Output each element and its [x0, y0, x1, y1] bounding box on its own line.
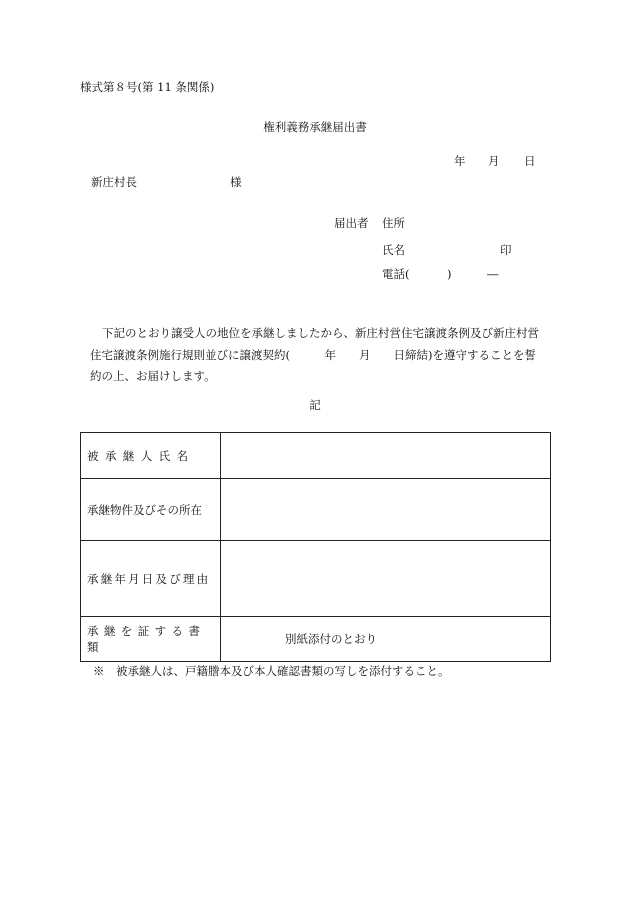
- value-succession-date-reason[interactable]: [221, 541, 551, 617]
- applicant-label: 届出者: [334, 216, 369, 230]
- name-label: 氏名: [382, 243, 405, 257]
- value-property-location[interactable]: [221, 479, 551, 541]
- label-property-location: 承継物件及びその所在: [81, 479, 221, 541]
- honorific: 様: [230, 175, 242, 189]
- value-successor-name[interactable]: [221, 433, 551, 479]
- body-line-2: 住宅譲渡条例施行規則並びに譲渡契約( 年 月 日締結)を遵守することを誓: [90, 347, 536, 362]
- body-paragraph: [90, 323, 560, 388]
- form-number: 様式第８号(第 11 条関係): [80, 80, 215, 94]
- address-label: 住所: [382, 216, 405, 230]
- date-month: 月: [488, 154, 500, 168]
- date-year: 年: [454, 154, 466, 168]
- table-row: [81, 617, 551, 662]
- table-row: [81, 541, 551, 617]
- succession-table: [80, 432, 551, 662]
- phone-paren-close: ): [447, 267, 452, 281]
- label-successor-name: 被承継人氏名: [81, 433, 221, 479]
- addressee: 新庄村長: [91, 175, 137, 189]
- date-day: 日: [524, 154, 536, 168]
- table-row: [81, 479, 551, 541]
- phone-label: 電話(: [382, 267, 410, 281]
- phone-dash: ―: [487, 267, 499, 281]
- body-line-3: 約の上、お届けします。: [90, 369, 216, 383]
- document-title: 権利義務承継届出書: [263, 120, 367, 134]
- table-row: [81, 433, 551, 479]
- label-succession-date-reason: 承継年月日及び理由: [81, 541, 221, 617]
- seal-mark: 印: [500, 243, 512, 257]
- body-line-1: 下記のとおり譲受人の地位を承継しましたから、新庄村営住宅譲渡条例及び新庄村営: [102, 326, 539, 340]
- value-proof-documents: 別紙添付のとおり: [221, 617, 551, 662]
- label-proof-documents: 承継を証する書類: [81, 617, 221, 662]
- ki-heading: 記: [309, 398, 321, 412]
- footnote: ※ 被承継人は、戸籍謄本及び本人確認書類の写しを添付すること。: [93, 664, 450, 678]
